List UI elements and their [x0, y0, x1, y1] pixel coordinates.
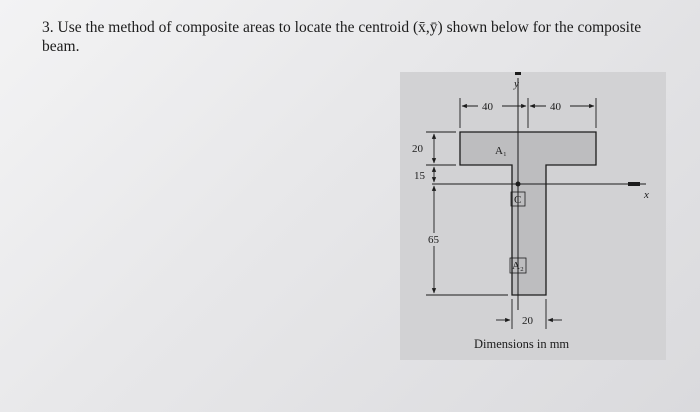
problem-statement [42, 18, 662, 56]
dim-web-width: 20 [522, 315, 533, 327]
y-axis-marker [515, 72, 521, 75]
x-axis-marker [628, 182, 640, 186]
x-axis-label: x [644, 189, 649, 201]
problem-text: Use the method of composite areas to locate the centroid (x̄,ȳ) shown below for the composite beam. [42, 19, 642, 55]
t-beam-shape [460, 132, 596, 295]
centroid-label: C [514, 194, 522, 206]
dim-top-right: 40 [550, 101, 561, 113]
dim-offset: 15 [414, 170, 425, 182]
centroid-point [516, 182, 521, 187]
dim-flange-thickness: 20 [412, 143, 423, 155]
y-axis-label: y [514, 78, 519, 90]
composite-beam-figure [400, 72, 666, 360]
dim-top-left: 40 [482, 101, 493, 113]
dim-web-height: 65 [428, 234, 439, 246]
problem-number: 3. [42, 19, 54, 36]
beam-diagram [400, 72, 666, 360]
area-a1-label: A₁ [495, 145, 507, 157]
area-a2-label: A₂ [512, 260, 524, 272]
figure-caption: Dimensions in mm [474, 337, 570, 351]
